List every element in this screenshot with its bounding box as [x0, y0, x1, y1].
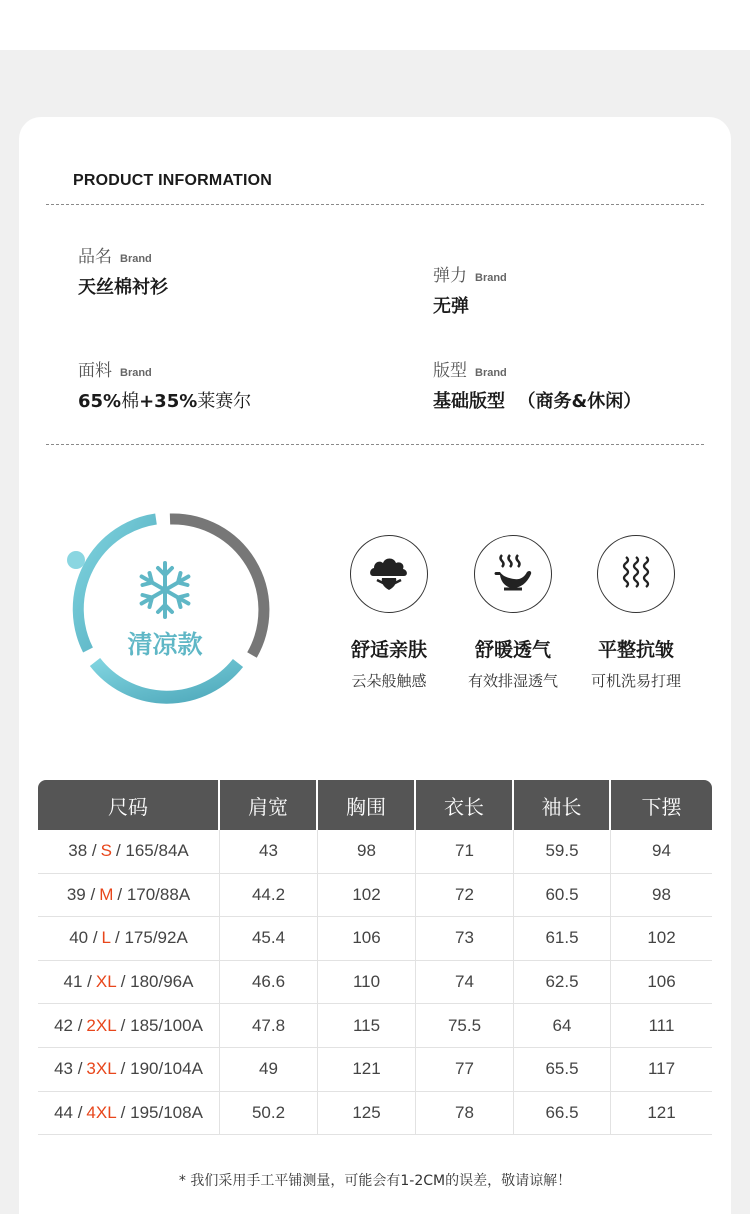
- ring-teal-arc-bottom: [95, 662, 238, 697]
- table-row: [38, 830, 712, 874]
- length-cell: 75.5: [416, 1004, 514, 1048]
- table-row: [38, 1048, 712, 1092]
- length-cell: 77: [416, 1048, 514, 1092]
- feature-warm-title: 舒暖透气: [474, 639, 551, 661]
- table-row: [38, 961, 712, 1005]
- hem-cell: 117: [611, 1048, 712, 1092]
- size-cell: [38, 961, 220, 1005]
- attr-fit-value: 基础版型 （商务&休闲）: [433, 391, 642, 412]
- attr-fabric: [78, 356, 251, 413]
- measurement-note: * 我们采用手工平铺测量，可能会有1-2CM的误差，敬请谅解！: [178, 1173, 572, 1189]
- shoulder-cell: 46.6: [220, 961, 318, 1005]
- size-spec: / 170/88A: [117, 884, 191, 904]
- sleeve-cell: 66.5: [514, 1092, 611, 1136]
- size-letter: S: [100, 841, 112, 861]
- feature-warm: [443, 535, 583, 691]
- feature-comfort: [319, 535, 459, 691]
- cool-label: 清凉款: [127, 630, 203, 659]
- attr-name-label: 品名: [78, 247, 112, 267]
- size-spec: / 165/84A: [115, 841, 189, 861]
- attr-fabric-label: 面料: [78, 361, 112, 381]
- attr-fit-sub: Brand: [475, 367, 507, 379]
- snowflake-icon: [142, 563, 189, 617]
- shoulder-cell: 49: [220, 1048, 318, 1092]
- length-cell: 71: [416, 830, 514, 874]
- length-cell: 72: [416, 874, 514, 918]
- sleeve-cell: 60.5: [514, 874, 611, 918]
- size-number: 42 /: [54, 1015, 83, 1035]
- chest-cell: 110: [318, 961, 416, 1005]
- sleeve-cell: 64: [514, 1004, 611, 1048]
- length-cell: 73: [416, 917, 514, 961]
- shoulder-cell: 50.2: [220, 1092, 318, 1136]
- size-cell: [38, 830, 220, 874]
- chest-cell: 106: [318, 917, 416, 961]
- hem-cell: 111: [611, 1004, 712, 1048]
- size-number: 41 /: [63, 972, 92, 992]
- size-spec: / 180/96A: [120, 972, 194, 992]
- attr-fit-label: 版型: [433, 361, 467, 381]
- size-cell: [38, 1004, 220, 1048]
- chest-cell: 102: [318, 874, 416, 918]
- hem-cell: 102: [611, 917, 712, 961]
- size-letter: 2XL: [86, 1015, 117, 1035]
- divider-middle: [46, 444, 704, 445]
- shoulder-cell: 47.8: [220, 1004, 318, 1048]
- chest-cell: 121: [318, 1048, 416, 1092]
- feature-comfort-title: 舒适亲肤: [350, 639, 427, 661]
- feature-wrinkle-badge: [597, 535, 675, 613]
- feature-comfort-badge: [350, 535, 428, 613]
- header-length: 衣长: [416, 780, 514, 830]
- attr-fabric-sub: Brand: [120, 367, 152, 379]
- feature-wrinkle-desc: 可机洗易打理: [590, 672, 681, 690]
- size-cell: [38, 874, 220, 918]
- header-hem: 下摆: [611, 780, 712, 830]
- fabric-cotton: 棉: [121, 391, 140, 412]
- feature-warm-badge: [474, 535, 552, 613]
- table-row: [38, 1004, 712, 1048]
- header-size: 尺码: [38, 780, 220, 830]
- table-row: [38, 917, 712, 961]
- size-cell: [38, 1092, 220, 1136]
- sleeve-cell: 61.5: [514, 917, 611, 961]
- size-cell: [38, 1048, 220, 1092]
- size-spec: / 185/100A: [120, 1015, 203, 1035]
- attr-fabric-value: [78, 387, 251, 413]
- attr-name: [78, 242, 168, 299]
- shoulder-cell: 43: [220, 830, 318, 874]
- hem-cell: 121: [611, 1092, 712, 1136]
- attr-name-sub: Brand: [120, 253, 152, 265]
- length-cell: 78: [416, 1092, 514, 1136]
- chest-cell: 98: [318, 830, 416, 874]
- feature-wrinkle: [566, 535, 706, 691]
- fabric-lyocell: 莱赛尔: [197, 391, 252, 412]
- header-shoulder: 肩宽: [220, 780, 318, 830]
- size-letter: 4XL: [86, 1102, 117, 1122]
- cool-badge: [60, 505, 270, 715]
- size-number: 43 /: [54, 1059, 83, 1079]
- sleeve-cell: 59.5: [514, 830, 611, 874]
- sleeve-cell: 65.5: [514, 1048, 611, 1092]
- steam-bowl-icon: [490, 553, 536, 595]
- size-letter: 3XL: [86, 1059, 117, 1079]
- size-number: 40 /: [69, 928, 98, 948]
- feature-comfort-desc: 云朵般触感: [351, 672, 427, 690]
- hem-cell: 106: [611, 961, 712, 1005]
- size-cell: [38, 917, 220, 961]
- size-letter: XL: [95, 972, 117, 992]
- attr-elasticity-label: 弹力: [433, 266, 467, 286]
- fabric-pct-cotton: 65%: [78, 391, 122, 412]
- attr-elasticity: [433, 261, 507, 318]
- attr-name-value: 天丝棉衬衫: [78, 277, 168, 298]
- size-number: 38 /: [68, 841, 97, 861]
- size-spec: / 195/108A: [120, 1102, 203, 1122]
- size-number: 39 /: [66, 884, 96, 904]
- size-letter: M: [99, 884, 114, 904]
- attr-elasticity-sub: Brand: [475, 272, 507, 284]
- ring-dot: [67, 551, 85, 569]
- feature-warm-desc: 有效排湿透气: [467, 672, 558, 690]
- section-title: PRODUCT INFORMATION: [73, 172, 273, 189]
- size-letter: L: [101, 928, 112, 948]
- fabric-pct-lyocell: +35%: [139, 391, 198, 412]
- shoulder-cell: 44.2: [220, 874, 318, 918]
- size-table-header: [38, 780, 712, 830]
- divider-top: [46, 204, 704, 205]
- table-row: [38, 1092, 712, 1136]
- header-chest: 胸围: [318, 780, 416, 830]
- size-spec: / 190/104A: [120, 1059, 203, 1079]
- top-bar: [0, 0, 750, 50]
- sleeve-cell: 62.5: [514, 961, 611, 1005]
- table-row: [38, 874, 712, 918]
- shoulder-cell: 45.4: [220, 917, 318, 961]
- size-spec: / 175/92A: [115, 928, 188, 948]
- feature-wrinkle-title: 平整抗皱: [597, 639, 674, 661]
- cloud-icon: [367, 554, 411, 594]
- attr-elasticity-value: 无弹: [433, 296, 469, 317]
- hem-cell: 94: [611, 830, 712, 874]
- size-table: [38, 780, 712, 1135]
- size-number: 44 /: [54, 1102, 83, 1122]
- wrinkle-free-icon: [621, 555, 651, 593]
- header-sleeve: 袖长: [514, 780, 611, 830]
- length-cell: 74: [416, 961, 514, 1005]
- chest-cell: 125: [318, 1092, 416, 1136]
- attr-fit: [433, 356, 641, 413]
- chest-cell: 115: [318, 1004, 416, 1048]
- hem-cell: 98: [611, 874, 712, 918]
